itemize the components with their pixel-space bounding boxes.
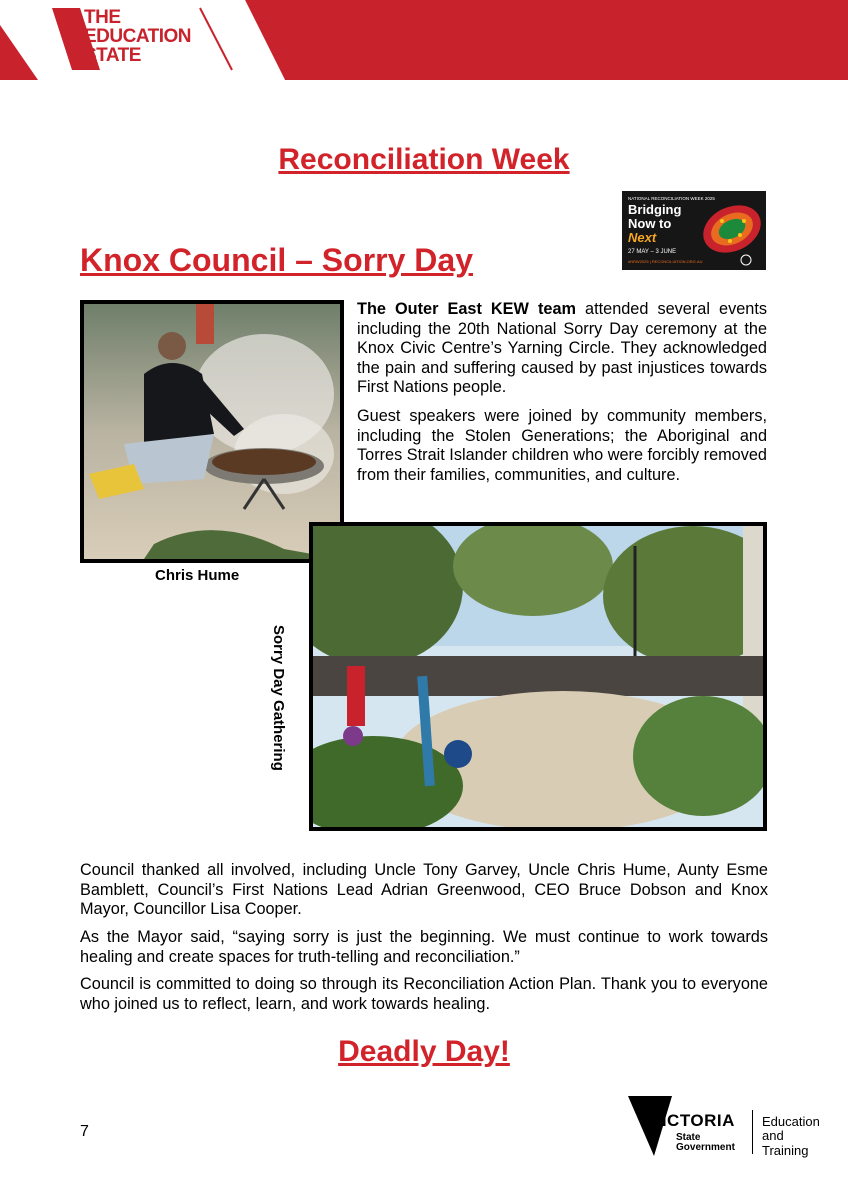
- thanks-paragraph: Council thanked all involved, including Uncle Tony Garvey, Uncle Chris Hume, Aunty Esme Bamblett, Council’s First Nations Lead Adrian Greenwood, CEO Bruce Dobson and Knox Mayor, Councillor Lisa Cooper.: [80, 861, 768, 919]
- intro-text: attended several events including the 20th National Sorry Day ceremony at the Knox Civic Centre’s Yarning Circle. They acknowledged the pain and suffering caused by past injustices towards First Nations people.: [357, 300, 767, 397]
- logo-line-1: THE: [84, 7, 121, 28]
- logo-line-2: EDUCATION: [84, 26, 192, 47]
- dept-line-1: Education: [762, 1114, 820, 1129]
- stolen-generations-paragraph: Guest speakers were joined by community members, including the Stolen Generations; the Aboriginal and Torres Strait Islander children who were forcibly removed from their families, communities, and culture.: [357, 407, 767, 484]
- next-section-title: Deadly Day!: [338, 1035, 510, 1068]
- page-title: Reconciliation Week: [278, 143, 570, 176]
- photo-1-caption: Chris Hume: [155, 567, 240, 584]
- mayor-quote-paragraph: As the Mayor said, “saying sorry is just the beginning. We must continue to work towards healing and create spaces for truth-telling and reconciliation.”: [80, 928, 768, 966]
- intro-team-name: The Outer East KEW team: [357, 300, 576, 318]
- section-title: Knox Council – Sorry Day: [80, 242, 473, 278]
- smoking-ceremony-image: [84, 304, 340, 559]
- nrw-next: Next: [628, 230, 657, 245]
- nrw-small-text: NATIONAL RECONCILIATION WEEK 2025: [628, 196, 715, 201]
- photo-smoking-ceremony: [80, 300, 344, 563]
- dept-line-2: and Training: [762, 1128, 809, 1158]
- reconciliation-week-logo: [622, 191, 766, 270]
- divider: [752, 1110, 753, 1154]
- commitment-paragraph: Council is committed to doing so through its Reconciliation Action Plan. Thank you to everyone who joined us to reflect, learn, and work towards healing.: [80, 975, 768, 1013]
- photo-2-caption: Sorry Day Gathering: [270, 625, 287, 771]
- page-number: 7: [80, 1123, 89, 1140]
- nrw-dates: 27 MAY – 3 JUNE: [628, 249, 677, 255]
- gathering-image: [313, 526, 763, 827]
- nrw-footer: #NRW2025 | RECONCILIATION.ORG.AU: [628, 259, 703, 264]
- intro-paragraph: [357, 300, 767, 398]
- victoria-wordmark: VICTORIA: [650, 1111, 735, 1130]
- logo-line-3: STATE: [84, 45, 141, 66]
- nrw-bridging: Bridging: [628, 202, 682, 217]
- victoria-government: Government: [676, 1142, 735, 1153]
- photo-sorry-day-gathering: [309, 522, 767, 831]
- education-state-logo: [84, 8, 191, 65]
- victoria-state: State: [676, 1132, 701, 1143]
- nrw-now-to: Now to: [628, 216, 672, 231]
